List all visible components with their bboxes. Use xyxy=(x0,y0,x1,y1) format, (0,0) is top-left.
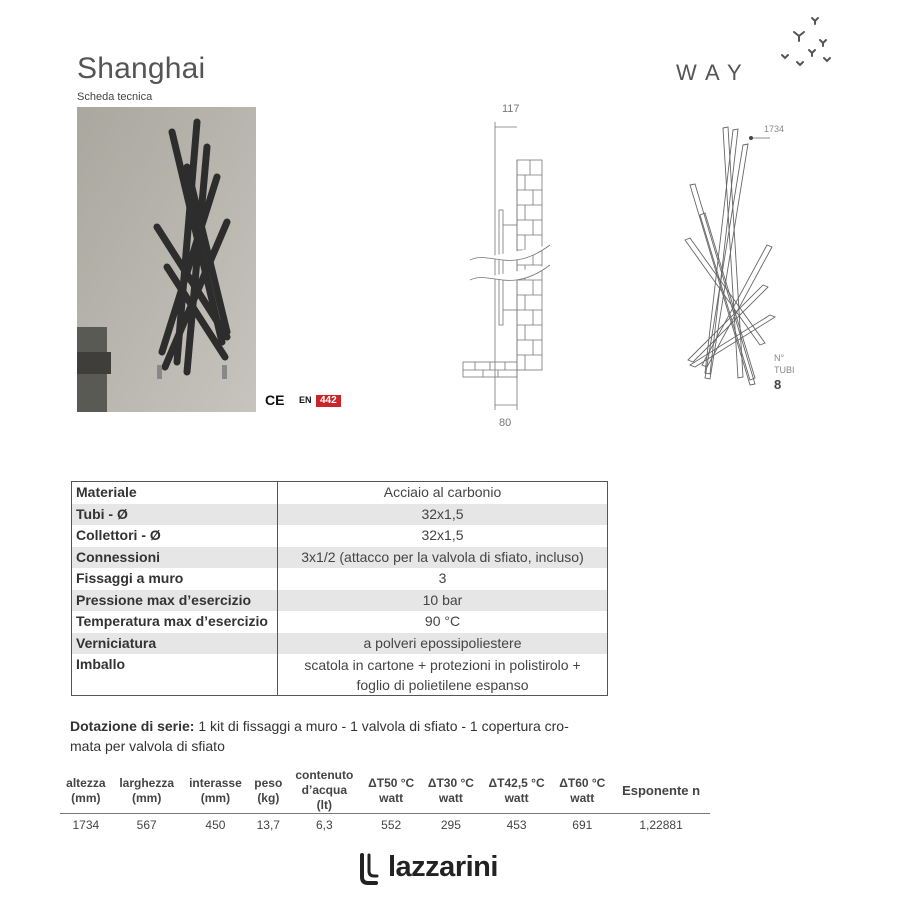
table-row xyxy=(72,504,608,526)
en-prefix: EN xyxy=(299,395,312,405)
product-photo xyxy=(77,107,256,412)
spec-value: Acciaio al carbonio xyxy=(383,484,502,500)
spec-value: 32x1,5 xyxy=(421,527,464,543)
tubes-count: 8 xyxy=(774,377,782,392)
col-header: Esponente n xyxy=(612,768,710,814)
table-row xyxy=(72,654,608,696)
spec-key: Connessioni xyxy=(72,547,278,569)
spec-value-multiline xyxy=(278,654,608,696)
spec-key: Materiale xyxy=(72,482,278,504)
spec-key: Verniciatura xyxy=(72,633,278,655)
spec-value: 10 bar xyxy=(278,590,608,612)
front-view-drawing xyxy=(675,120,815,400)
col-header: contenuto d’acqua (lt) xyxy=(287,768,361,814)
page-subtitle: Scheda tecnica xyxy=(77,91,153,103)
table-row xyxy=(60,814,710,837)
performance-table xyxy=(60,768,710,836)
bird-icons xyxy=(782,18,830,65)
dotazione-text-line1: 1 kit di fissaggi a muro - 1 valvola di sfiato - 1 copertura cro- xyxy=(194,718,569,734)
table-cell: 13,7 xyxy=(256,818,280,832)
way-brand-logo xyxy=(674,10,839,90)
spec-value: 3 xyxy=(438,570,447,586)
table-cell: 691 xyxy=(572,818,593,832)
table-row xyxy=(72,633,608,655)
spec-value: 90 °C xyxy=(424,613,461,629)
standard-equipment-note xyxy=(70,716,590,756)
height-dimension-label: 1734 xyxy=(764,124,785,134)
way-logo-text: WAY xyxy=(676,60,751,85)
tubes-label-tubi: TUBI xyxy=(774,365,795,375)
col-header: ΔT60 °C watt xyxy=(552,768,612,814)
spec-key: Collettori - Ø xyxy=(72,525,278,547)
table-row xyxy=(72,525,608,547)
table-cell: 552 xyxy=(381,818,402,832)
ce-mark: CE xyxy=(265,392,285,408)
table-cell: 567 xyxy=(136,818,157,832)
spec-key: Fissaggi a muro xyxy=(72,568,278,590)
table-row xyxy=(72,590,608,612)
col-header: interasse (mm) xyxy=(182,768,250,814)
spec-value-line1: scatola in cartone + protezioni in polistirolo + xyxy=(304,657,581,673)
spec-value: 3x1/2 (attacco per la valvola di sfiato, incluso) xyxy=(278,547,608,569)
footer-brand: lazzarini xyxy=(388,851,498,883)
table-row xyxy=(72,611,608,633)
col-header: ΔT42,5 °C watt xyxy=(481,768,553,814)
col-header: altezza (mm) xyxy=(60,768,112,814)
spec-key: Temperatura max d’esercizio xyxy=(72,611,278,633)
table-cell: 295 xyxy=(440,818,461,832)
depth-top-label: 117 xyxy=(502,103,520,115)
table-row xyxy=(72,568,608,590)
tubes-label-no: N° xyxy=(774,353,785,363)
front-tube-outlines xyxy=(685,127,775,385)
table-row xyxy=(72,547,608,569)
spec-value: a polveri epossipoliestere xyxy=(278,633,608,655)
spec-table xyxy=(71,481,608,696)
spec-value: 32x1,5 xyxy=(278,504,608,526)
spec-value-line2: foglio di polietilene espanso xyxy=(356,677,529,693)
en-number-badge: 442 xyxy=(316,395,341,407)
spec-key: Pressione max d’esercizio xyxy=(72,590,278,612)
depth-bottom-label: 80 xyxy=(499,417,512,429)
table-header-row xyxy=(60,768,710,814)
side-section-drawing xyxy=(455,100,565,430)
table-cell: 450 xyxy=(205,818,226,832)
table-cell: 6,3 xyxy=(316,818,333,832)
spec-key: Imballo xyxy=(72,654,278,696)
table-row xyxy=(72,482,608,504)
col-header: larghezza (mm) xyxy=(112,768,182,814)
spec-key: Tubi - Ø xyxy=(72,504,278,526)
lazzarini-logo-mark-icon xyxy=(358,853,380,885)
table-cell: 453 xyxy=(506,818,527,832)
col-header: peso (kg) xyxy=(249,768,287,814)
col-header: ΔT50 °C watt xyxy=(361,768,421,814)
dotazione-text-line2: mata per valvola di sfiato xyxy=(70,738,225,754)
table-cell: 1,22881 xyxy=(639,818,683,832)
certification-marks xyxy=(265,388,350,414)
page-title: Shanghai xyxy=(77,52,206,85)
col-header: ΔT30 °C watt xyxy=(421,768,481,814)
dotazione-label: Dotazione di serie: xyxy=(70,718,195,734)
table-cell: 1734 xyxy=(72,818,100,832)
